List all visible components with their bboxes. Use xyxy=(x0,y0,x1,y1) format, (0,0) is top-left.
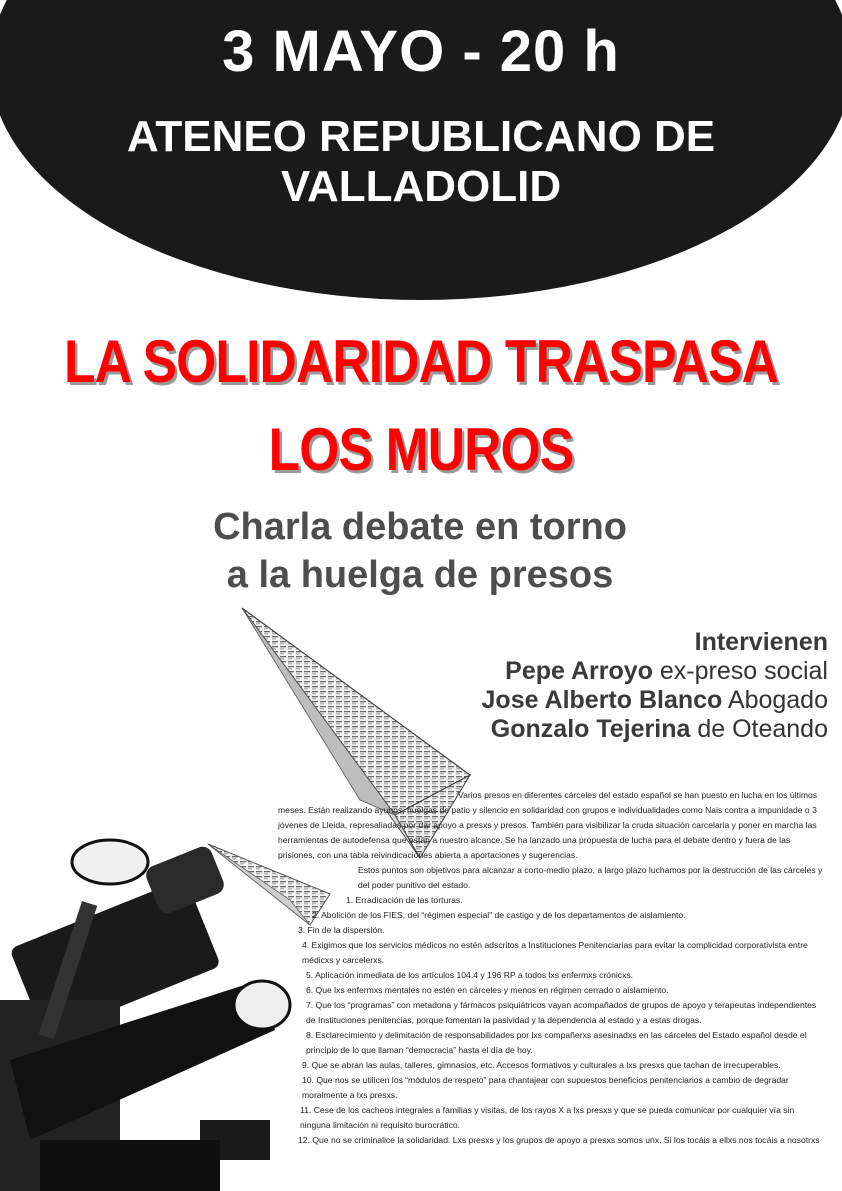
speaker-3 xyxy=(482,715,828,744)
demand-item: 4. Exigimos que los servicios médicos no estén adscritos a Instituciones Penitenciarias para evitar la complicidad corporativista entre médicxs y carcelerxs. xyxy=(302,940,808,965)
speaker-2 xyxy=(482,686,828,715)
manifesto-text xyxy=(278,788,823,1148)
demand-item: 5. Aplicación inmediata de los artículos 104.4 y 196 RP a todos lxs enfermxs crónicxs. xyxy=(306,970,634,980)
subtitle xyxy=(150,503,690,599)
speaker-role: Abogado xyxy=(727,686,828,714)
demand-item: 2. Abolición de los FIES, del “régimen especial” de castigo y de los departamentos de aislamiento. xyxy=(312,910,686,920)
speakers-heading: Intervienen xyxy=(694,628,828,656)
demand-item: 9. Que se abran las aulas, talleres, gimnasios, etc. Accesos formativos y culturales a lxs presxs que tachan de irrecuperables. xyxy=(302,1060,781,1070)
main-title-line-2: LOS MUROS xyxy=(268,416,574,483)
speaker-role: de Oteando xyxy=(697,715,828,743)
surveillance-camera-icon xyxy=(0,840,290,1191)
main-title-line-1: LA SOLIDARIDAD TRASPASA xyxy=(63,328,779,395)
speakers-block xyxy=(482,628,828,744)
demand-item: 3. Fin de la dispersión. xyxy=(298,925,385,935)
demand-item: 8. Esclarecimiento y delimitación de responsabilidades por lxs compañerxs asesinadxs en las cárceles del Estado español desde el principio de lo que llaman “democracia” hasta el día de hoy. xyxy=(306,1030,807,1055)
venue-line-1: ATENEO REPUBLICANO DE xyxy=(126,112,716,161)
speaker-name: Gonzalo Tejerina xyxy=(490,715,691,743)
speaker-name: Pepe Arroyo xyxy=(505,657,653,685)
speaker-1 xyxy=(482,657,828,686)
subtitle-line-1: Charla debate en torno xyxy=(213,506,627,548)
subtitle-line-2: a la huelga de presos xyxy=(226,554,614,596)
main-title xyxy=(59,318,783,494)
venue-line-2: VALLADOLID xyxy=(280,162,562,211)
speaker-name: Jose Alberto Blanco xyxy=(481,686,723,714)
event-venue xyxy=(0,112,842,212)
demand-item: 1. Erradicación de las torturas. xyxy=(346,895,463,905)
speaker-role: ex-preso social xyxy=(659,657,828,685)
demand-item: 11. Cese de los cacheos integrales a familias y visitas, de los rayos X a lxs presxs y que se pueda comunicar por cualquier vía sin ninguna limitación ni requisito burocrático. xyxy=(300,1105,795,1130)
demand-item: 6. Que lxs enfermxs mentales no estén en cárceles y menos en régimen cerrado o aislamiento. xyxy=(306,985,669,995)
event-date-time: 3 MAYO - 20 h xyxy=(222,19,620,84)
demand-item: 12. Que no se criminalice la solidaridad. Lxs presxs y los grupos de apoyo a presxs somos unx. Si los tocáis a ellxs nos tocáis a nosotrxs xyxy=(298,1135,820,1145)
demand-item: 10. Que nos se utilicen los “módulos de respeto” para chantajear con supuestos beneficios penitenciarios a cambio de degradar moralmente a lxs presxs. xyxy=(302,1075,789,1100)
demand-item: 7. Que los “programas” con metadona y fármacos psiquiátricos vayan acompañados de grupos de apoyo y terapeutas independientes de Instituciones penitencias, porque fomentan la pasividad y la dependencia al estado y a estas drogas. xyxy=(306,1000,817,1025)
goals-paragraph: Estos puntos son objetivos para alcanzar a corto-medio plazo, a largo plazo luchamos por la destrucción de las cárceles y del poder punitivo del estado. xyxy=(358,865,823,890)
intro-paragraph: Varios presos en diferentes cárceles del estado español se han puesto en lucha en los últimos meses. Están realizando ayunos, huelgas de patio y silencio en solidaridad con grupos e individualidades como Nais contra a impunidade o 3 jóvenes de Lleida, represaliadas por dar apoyo a presxs y presos. También para visibilizar la cruda situación carcelaria y poner en marcha las herramientas de autodefensa que están a nuestro alcance. Se ha lanzado una propuesta de lucha para el debate dentro y fuera de las prisiones, con una tabla reivindicaciones abierta a aportaciones y sugerencias. xyxy=(278,790,818,860)
